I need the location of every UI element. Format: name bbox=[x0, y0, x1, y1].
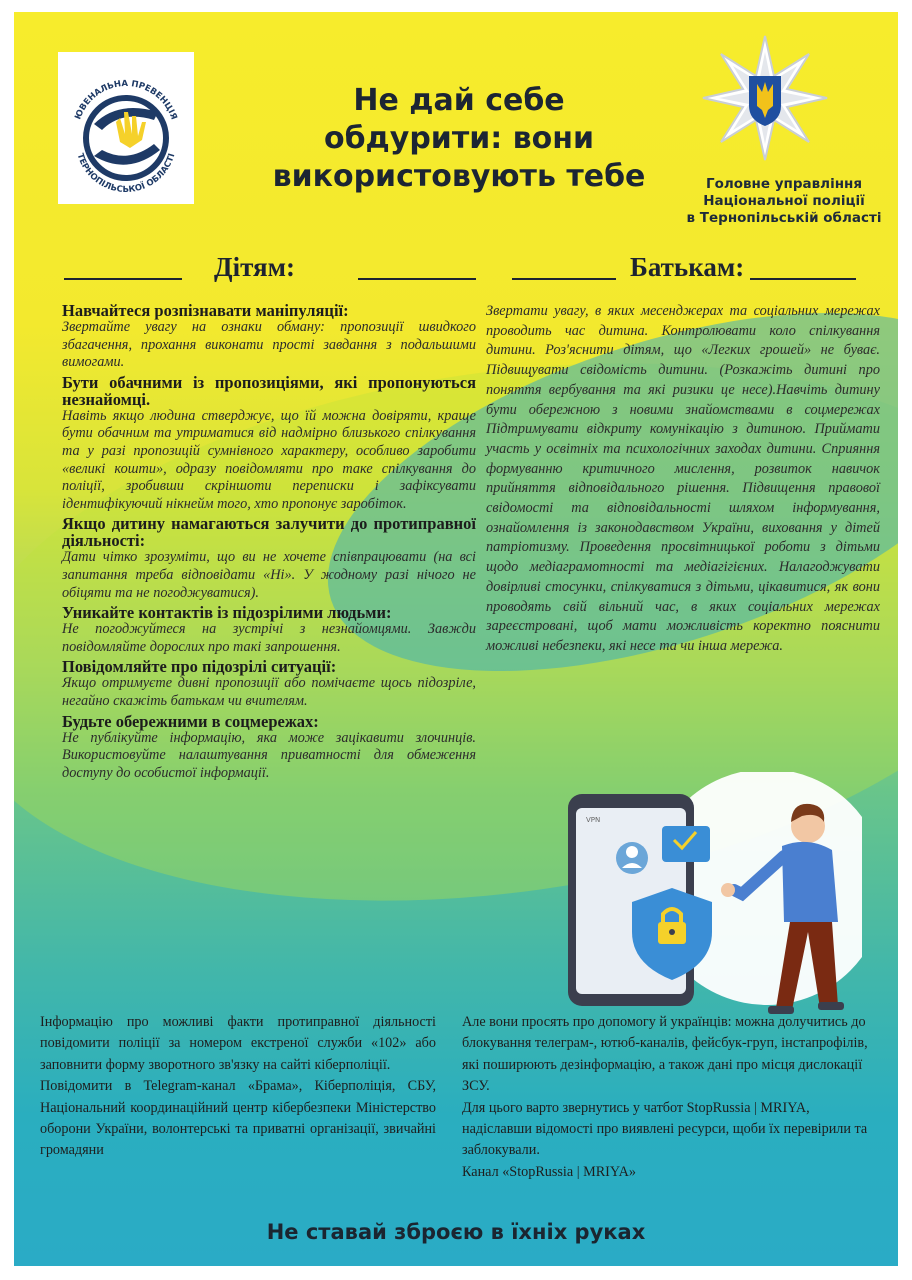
logo-ring-text-bottom: ТЕРНОПІЛЬСЬКОЇ ОБЛАСТІ bbox=[74, 152, 178, 196]
police-name-line-1: Головне управління bbox=[705, 176, 863, 192]
advice-text: Не публікуйте інформацію, яка може зацікавити злочинців. Використовуйте налаштування приватності для обмеження доступу до особистої інформації. bbox=[62, 729, 476, 781]
advice-text: Навіть якщо людина стверджує, що їй можна довіряти, краще бути обачним та утриматися від надмірно близького спілкування та у разі пропозицій сумнівного характеру, особливо заробити «великі кошти», одразу повідомляти про таке спілкування до поліції, зробивши скріншоти переписки і зафіксувати ідентифікуючий нікнейм того, хто пропонує заробіток. bbox=[62, 407, 476, 512]
advice-heading: Бути обачними із пропозиціями, які пропонуються незнайомці. bbox=[62, 372, 476, 409]
advice-heading: Повідомляйте про підозрілі ситуації: bbox=[62, 657, 337, 677]
advice-heading: Будьте обережними в соцмережах: bbox=[62, 711, 319, 731]
divider-line bbox=[358, 278, 476, 280]
phone-security-illustration bbox=[562, 772, 862, 1022]
police-department-name bbox=[654, 176, 898, 227]
juvenile-prevention-logo bbox=[58, 52, 194, 204]
divider-line bbox=[512, 278, 616, 280]
help-info-block bbox=[462, 1012, 870, 1183]
poster bbox=[14, 12, 898, 1266]
section-title-children: Дітям: bbox=[214, 252, 295, 282]
police-star-icon bbox=[700, 26, 830, 176]
divider-line bbox=[750, 278, 856, 280]
headline-line-2: обдурити: вони bbox=[323, 121, 595, 156]
section-title-parents: Батькам: bbox=[630, 252, 745, 282]
police-name-line-2: Національної поліції bbox=[703, 193, 865, 209]
logo-ring-text-top: ЮВЕНАЛЬНА ПРЕВЕНЦІЯ bbox=[73, 78, 179, 122]
report-info-block bbox=[40, 1012, 436, 1162]
advice-text: Звертайте увагу на ознаки обману: пропозиції швидкого збагачення, прохання виконати прості завдання з подальшими вимогами. bbox=[62, 319, 476, 371]
phone-vpn-label: VPN bbox=[586, 816, 601, 824]
advice-heading: Уникайте контактів із підозрілими людьми: bbox=[62, 603, 392, 623]
advice-text: Не погоджуйтеся на зустрічі з незнайомцями. Завжди повідомляйте дорослих про такі запрошення. bbox=[62, 621, 476, 655]
advice-text: Дати чітко зрозуміти, що ви не хочете співпрацювати (на всі запитання треба відповідати «Ні». У жодному разі нічого не обіцяти та не погоджуватися). bbox=[62, 549, 476, 601]
headline-line-3: використовують тебе bbox=[272, 159, 646, 194]
report-info-text: Інформацію про можливі факти протиправної діяльності повідомити поліції за номером екстреної служби «102» або заповнити форму зворотного зв'язку на сайті кіберполіції. bbox=[40, 1014, 436, 1073]
advice-heading: Навчайтеся розпізнавати маніпуляції: bbox=[62, 301, 349, 320]
page-title bbox=[224, 82, 694, 196]
divider-line bbox=[64, 278, 182, 280]
hands-logo-icon bbox=[58, 52, 194, 204]
headline-line-1: Не дай себе bbox=[353, 83, 565, 118]
channel-name-text: Канал «StopRussia | MRIYA» bbox=[462, 1163, 636, 1180]
footer-slogan: Не ставай зброєю в їхніх руках bbox=[266, 1220, 646, 1244]
police-name-line-3: в Тернопільській області bbox=[686, 210, 882, 226]
advice-text: Якщо отримуєте дивні пропозиції або помічаєте щось підозріле, негайно скажіть батькам чи вчителям. bbox=[62, 675, 476, 709]
chatbot-info-text: Для цього варто звернутись у чатбот StopRussia | MRIYA, надіславши відомості про виявлені ресурси, щоби їх перевірили та заблокували. bbox=[462, 1099, 868, 1159]
parents-advice-column: Звертати увагу, в яких месенджерах та соціальних мережах проводить час дитина. Контролювати коло спілкування дитини. Роз'яснити дітям, що «Легких грошей» не буває. Підвищувати свідомість дитини. (Розкажіть дитині про поняття вербування та які ризики це несе).Навчіть дитину бути обережною з новими знайомствами в соцмережах Підтримувати відкриту комунікацію з дитиною. Приймати участь у освітніх та психологічних заходах дитини. Сприяння формуванню критичного мислення, розвиток навичок прийняття відповідального рішення. Підвищення правової свідомості та відповідальності шляхом інформування, ознайомлення із законодавством України, виховання у дітей патріотизму. Проведення просвітницької роботи з дітьми щодо медіаграмотності та медіагігієних. Налагоджувати довірливі стосунки, спілкуватися з дітьми, цікавитися, як вони проводять свій вільний час, в яких соціальних мережах зареєстровані, щоб мати можливість коректно пояснити можливі небезпеки, які несе та чи інша мережа. bbox=[486, 303, 880, 654]
help-info-text: Але вони просять про допомогу й українців: можна долучитись до блокування телеграм-, ютюб-каналів, фейсбук-груп, інстапрофілів, які поширюють дезінформацію, а також дані про місця дислокації ЗСУ. bbox=[462, 1014, 868, 1095]
report-channels-text: Повідомити в Telegram-канал «Брама», Кіберполіція, СБУ, Національний координаційний центр кібербезпеки Міністерство оборони України, волонтерські та приватні організації, звичайні громадяни bbox=[40, 1078, 436, 1159]
advice-heading: Якщо дитину намагаються залучити до протиправної діяльності: bbox=[62, 514, 476, 551]
children-advice-column bbox=[62, 302, 476, 784]
